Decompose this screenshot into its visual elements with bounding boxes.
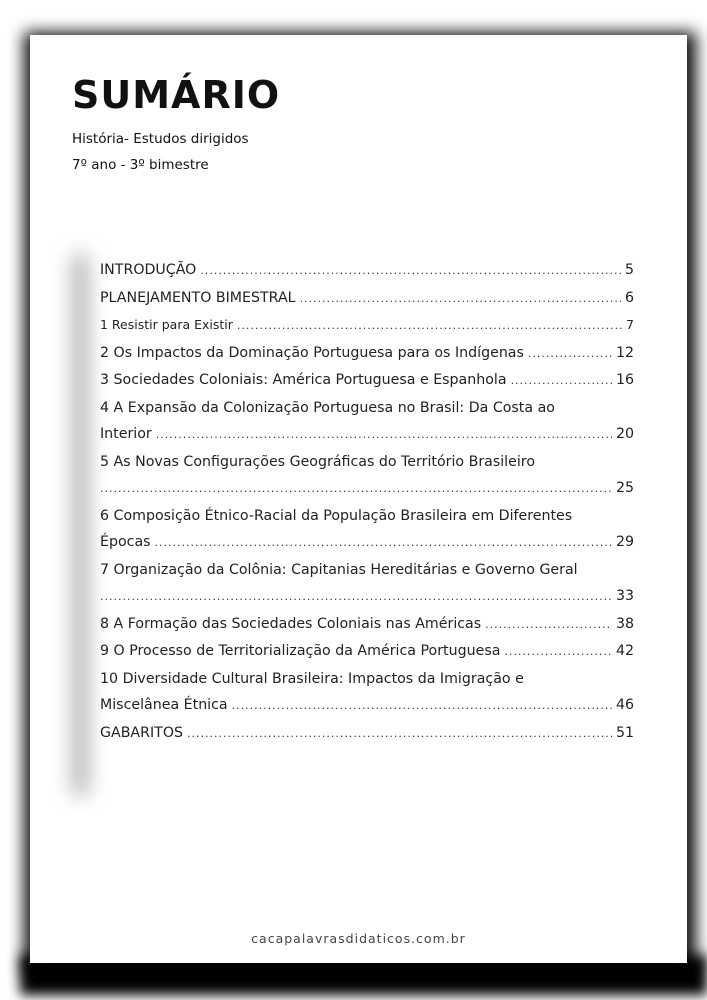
toc-entry-text: 5 As Novas Configurações Geográficas do Território Brasileiro xyxy=(100,453,535,470)
toc-entry-chapter-7 xyxy=(100,557,634,611)
toc-entry-text: 2 Os Impactos da Dominação Portuguesa para os Indígenas xyxy=(100,344,524,361)
toc-entry-page: 46 xyxy=(615,697,634,713)
toc-entry-chapter-5 xyxy=(100,449,634,503)
toc-entry-chapter-2 xyxy=(100,340,634,368)
toc-entry-page: 51 xyxy=(615,724,634,741)
toc-entry-chapter-9 xyxy=(100,638,634,666)
toc-entry-text-continued: Interior xyxy=(100,426,152,442)
toc-entry-page: 42 xyxy=(615,643,634,659)
page-title: SUMÁRIO xyxy=(72,73,281,117)
toc-entry-text: 7 Organização da Colônia: Capitanias Hereditárias e Governo Geral xyxy=(100,561,578,578)
toc-entry-chapter-8 xyxy=(100,611,634,639)
toc-leader-dots xyxy=(300,286,621,313)
toc-leader-dots xyxy=(232,693,612,720)
toc-entry-introducao xyxy=(100,257,634,285)
toc-entry-text: 10 Diversidade Cultural Brasileira: Impactos da Imigração e xyxy=(100,670,524,687)
toc-entry-planejamento xyxy=(100,285,634,313)
toc-entry-chapter-1 xyxy=(100,312,634,340)
toc-entry-page: 29 xyxy=(615,534,634,550)
toc-leader-dots xyxy=(511,368,612,395)
toc-entry-text: 4 A Expansão da Colonização Portuguesa no Brasil: Da Costa ao xyxy=(100,399,555,416)
toc-leader-dots xyxy=(200,258,621,285)
toc-entry-text: 1 Resistir para Existir xyxy=(100,317,233,332)
toc-entry-chapter-3 xyxy=(100,367,634,395)
toc-entry-page: 5 xyxy=(624,262,634,278)
toc-leader-dots xyxy=(504,639,612,666)
toc-entry-page: 6 xyxy=(624,289,634,306)
subtitle-grade: 7º ano - 3º bimestre xyxy=(72,157,209,173)
toc-entry-text: 8 A Formação das Sociedades Coloniais nas Américas xyxy=(100,615,482,632)
toc-entry-text: 6 Composição Étnico-Racial da População Brasileira em Diferentes xyxy=(100,507,573,524)
subtitle-subject: História- Estudos dirigidos xyxy=(72,131,249,147)
toc-entry-page: 33 xyxy=(615,588,634,604)
document-page xyxy=(30,35,687,963)
toc-entry-text: INTRODUÇÃO xyxy=(100,262,197,278)
toc-shadow xyxy=(68,255,86,795)
toc-entry-page: 38 xyxy=(615,615,634,632)
toc-leader-dots xyxy=(156,422,612,449)
toc-leader-dots xyxy=(187,721,612,748)
toc-leader-dots xyxy=(528,341,612,368)
toc-leader-dots xyxy=(237,313,622,340)
table-of-contents xyxy=(100,257,634,747)
toc-entry-text-continued: Épocas xyxy=(100,534,151,550)
toc-entry-page: 16 xyxy=(615,372,634,388)
toc-entry-text: 3 Sociedades Coloniais: América Portuguesa e Espanhola xyxy=(100,372,507,388)
toc-leader-dots xyxy=(100,584,612,611)
toc-leader-dots xyxy=(100,476,612,503)
toc-entry-page: 20 xyxy=(615,426,634,442)
toc-entry-page: 7 xyxy=(626,317,634,332)
toc-entry-gabaritos xyxy=(100,720,634,748)
toc-entry-page: 12 xyxy=(615,344,634,361)
toc-entry-chapter-6 xyxy=(100,503,634,557)
footer-website: cacapalavrasdidaticos.com.br xyxy=(251,931,466,946)
toc-entry-text: GABARITOS xyxy=(100,724,184,741)
toc-leader-dots xyxy=(155,530,612,557)
toc-entry-chapter-4 xyxy=(100,395,634,449)
toc-entry-text-continued: Miscelânea Étnica xyxy=(100,697,228,713)
toc-entry-text: 9 O Processo de Territorialização da América Portuguesa xyxy=(100,643,501,659)
toc-entry-page: 25 xyxy=(615,480,634,496)
toc-leader-dots xyxy=(485,612,612,639)
toc-entry-text: PLANEJAMENTO BIMESTRAL xyxy=(100,289,296,306)
toc-entry-chapter-10 xyxy=(100,666,634,720)
